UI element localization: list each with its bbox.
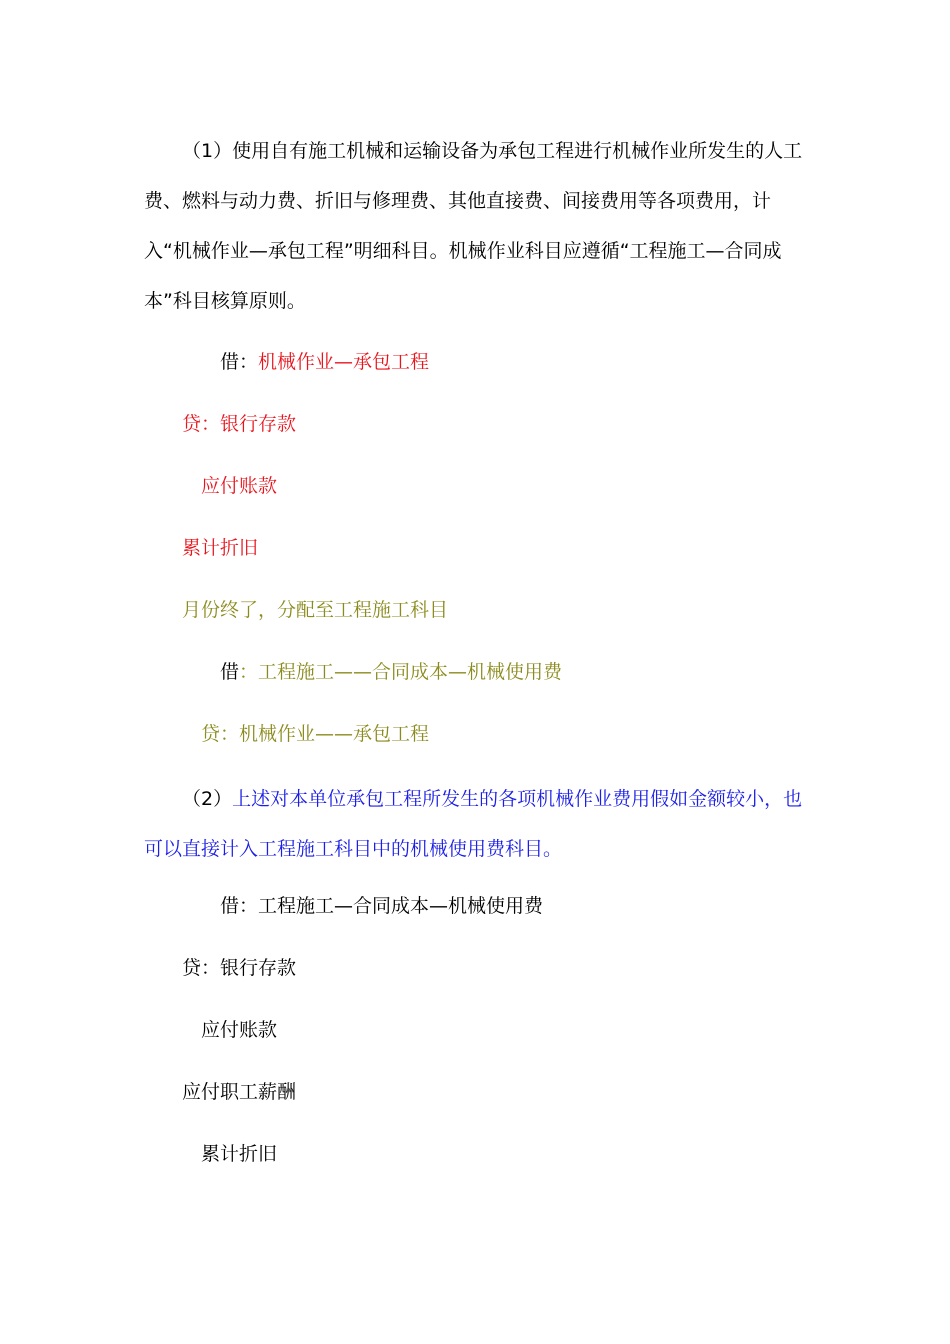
entry-2-credit-account-3: 应付职工薪酬 <box>182 1081 297 1103</box>
section-1-number: （1） <box>182 140 233 162</box>
entry-1-debit-line <box>220 348 429 376</box>
entry-1-credit-label: 贷： <box>182 413 221 435</box>
entry-2-credit-account-2: 应付账款 <box>201 1019 278 1041</box>
section-2-number: （2） <box>182 788 233 810</box>
month-end-debit-label: 借 <box>220 661 240 683</box>
entry-1-credit-account-1: 银行存款 <box>220 413 297 435</box>
entry-1-debit-label: 借： <box>220 351 259 373</box>
entry-1-credit-account-3: 累计折旧 <box>182 537 259 559</box>
entry-2-debit-label: 借： <box>220 895 259 917</box>
section-1-text: 使用自有施工机械和运输设备为承包工程进行机械作业所发生的人工费、燃料与动力费、折旧与修理费、其他直接费、间接费用等各项费用，计入“机械作业—承包工程”明细科目。机械作业科目应遵循“工程施工—合同成本”科目核算原则。 <box>144 140 803 312</box>
entry-2-debit-account: 工程施工—合同成本—机械使用费 <box>258 895 544 917</box>
entry-1-debit-account: 机械作业—承包工程 <box>258 351 430 373</box>
section-2-paragraph <box>144 774 804 874</box>
section-1-paragraph <box>144 126 804 326</box>
entry-2-credit-line: 贷：银行存款 <box>182 957 297 979</box>
entry-1-credit-account-2: 应付账款 <box>201 475 278 497</box>
month-end-debit-line <box>220 658 562 686</box>
month-end-debit-account: ：工程施工——合同成本—机械使用费 <box>239 661 563 683</box>
month-end-credit-line: 贷：机械作业——承包工程 <box>201 723 430 745</box>
section-2-text: 上述对本单位承包工程所发生的各项机械作业费用假如金额较小，也可以直接计入工程施工科目中的机械使用费科目。 <box>144 788 803 860</box>
month-end-note: 月份终了，分配至工程施工科目 <box>182 599 449 621</box>
entry-1-credit-line <box>182 410 296 438</box>
entry-2-credit-account-4: 累计折旧 <box>201 1143 278 1165</box>
entry-2-debit-line <box>220 892 543 920</box>
